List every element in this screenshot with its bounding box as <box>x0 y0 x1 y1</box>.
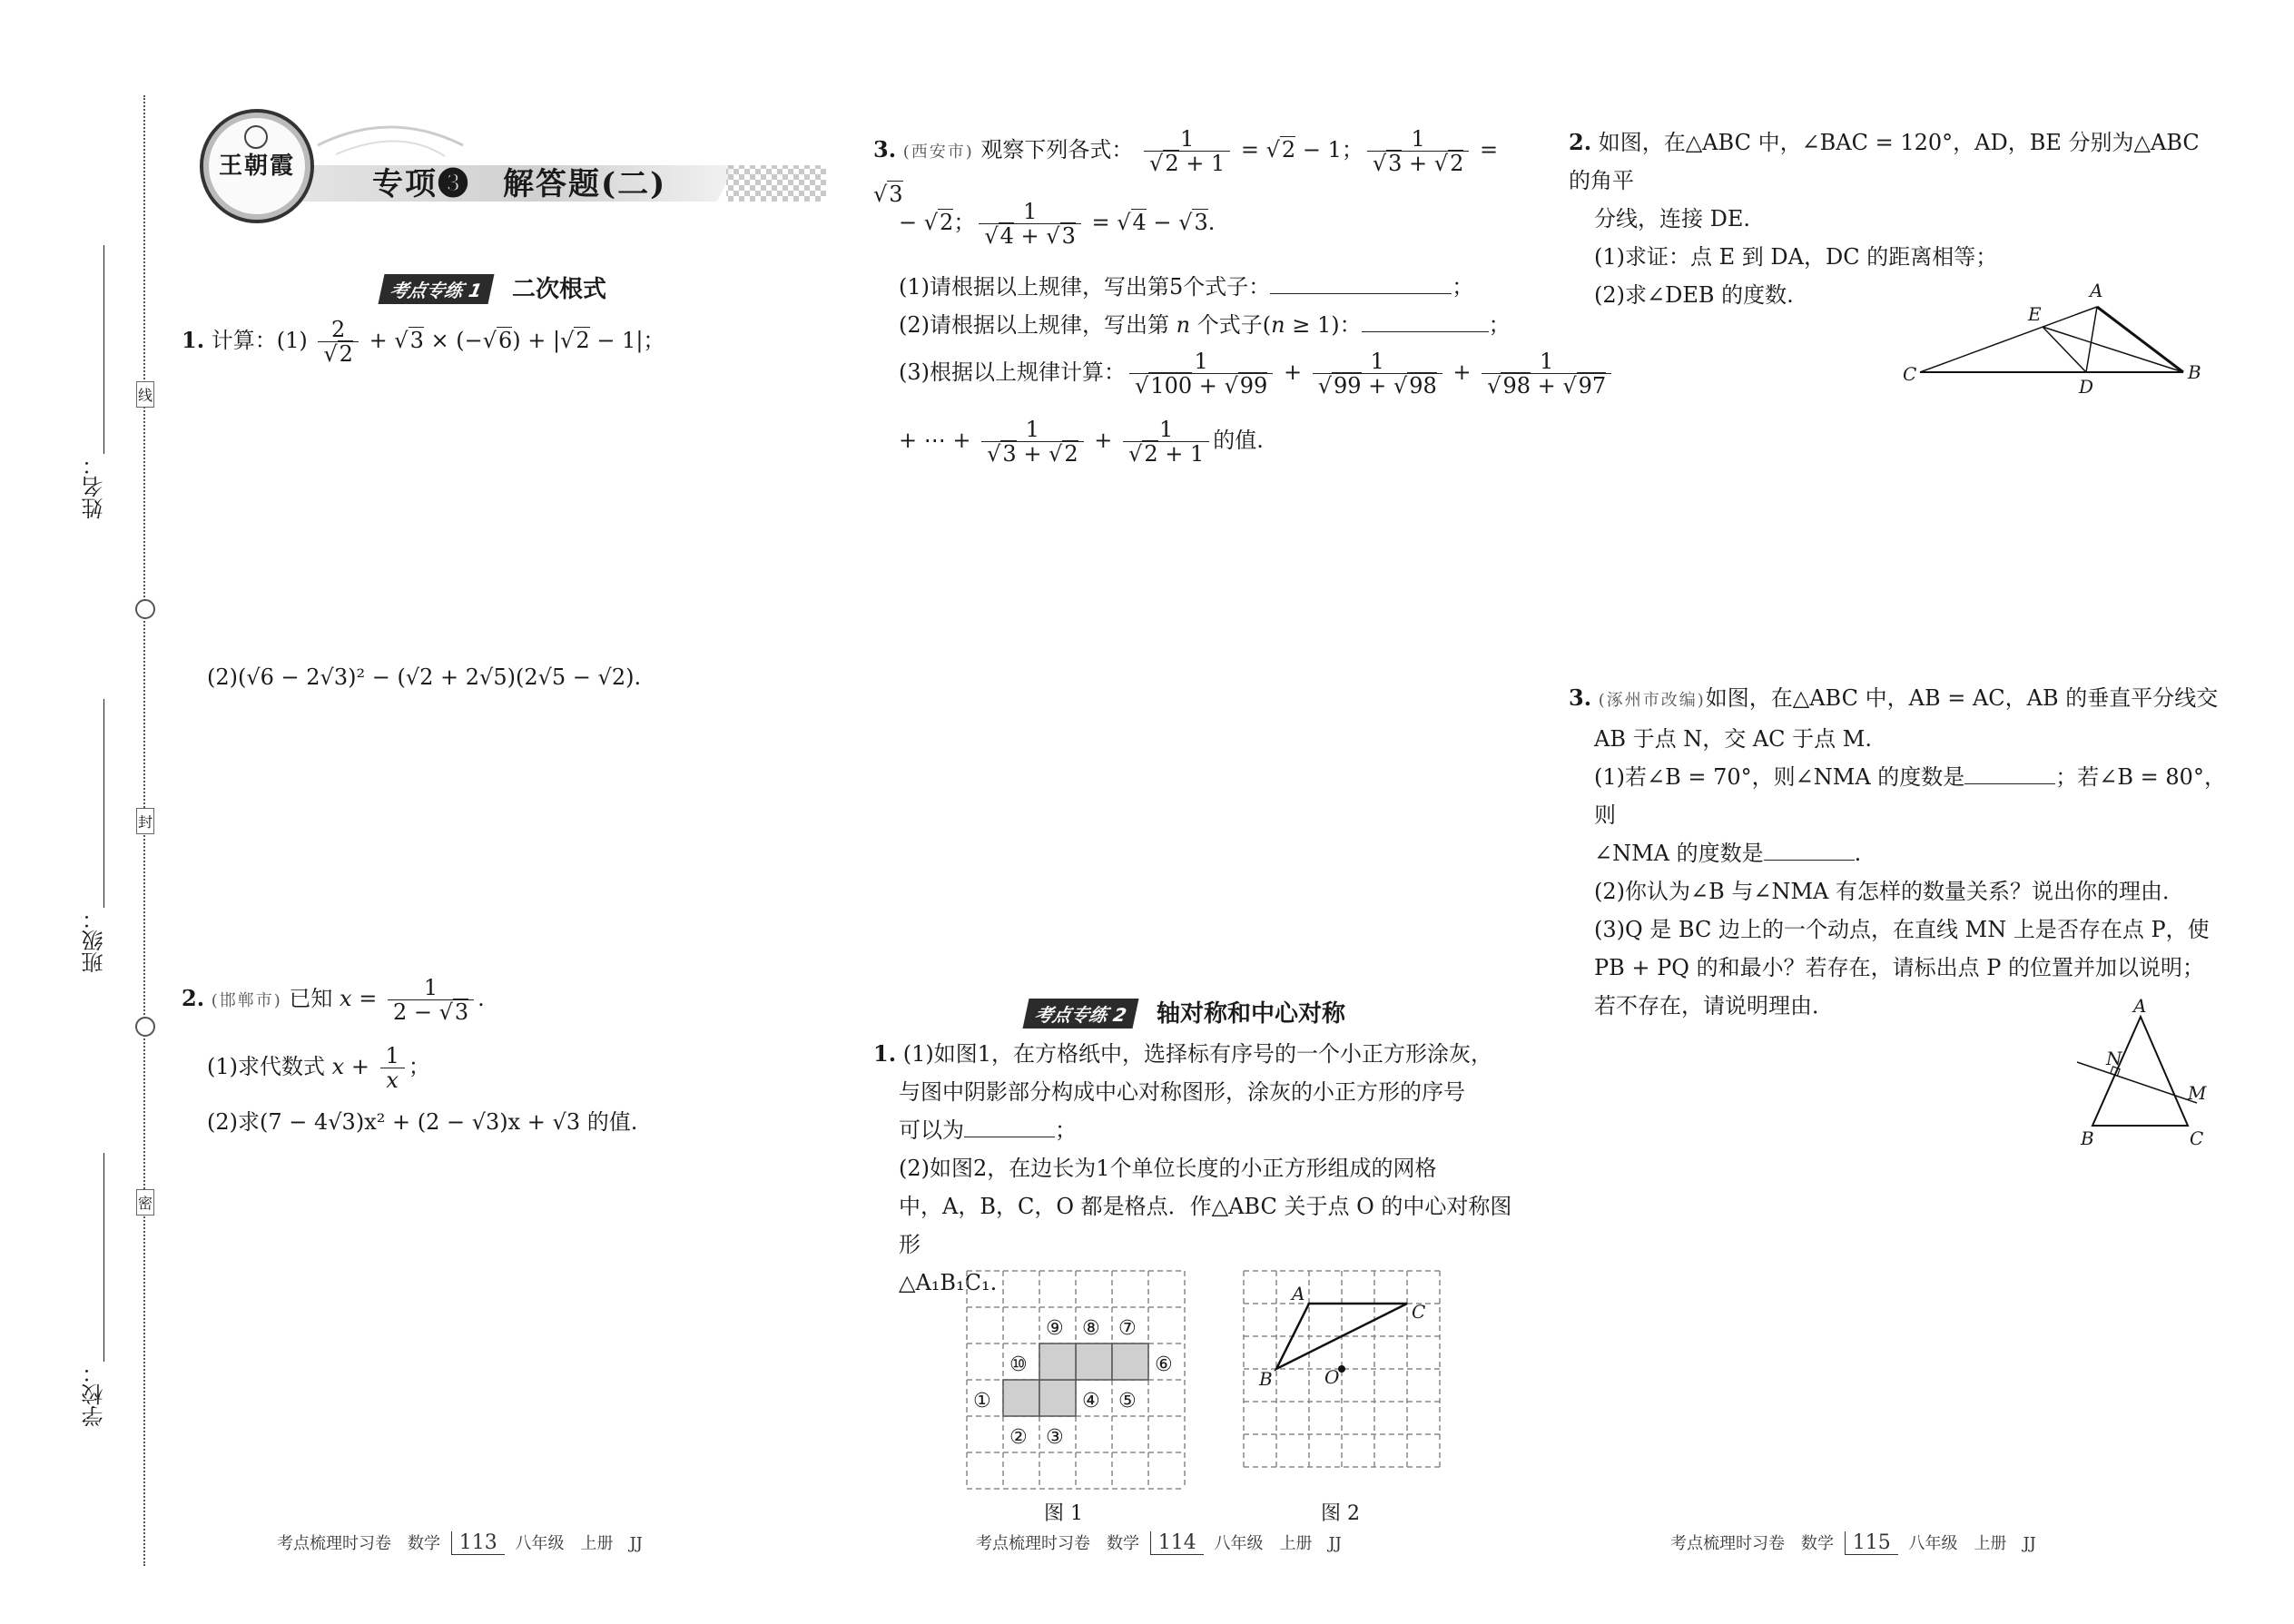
fig2-point-b: B <box>1259 1368 1273 1390</box>
footer-page-115: 考点梳理时习卷 数学 115 八年级 上册 JJ <box>1670 1531 2036 1554</box>
fig2-point-c: C <box>1412 1301 1426 1323</box>
page-title: 专项❸ 解答题(二) <box>372 166 667 202</box>
m1-line1: 1. (1)如图1，在方格纸中，选择标有序号的一个小正方形涂灰， <box>873 1040 1492 1067</box>
m1-line5: 中，A，B，C，O 都是格点．作△ABC 关于点 O 的中心对称图形 <box>899 1194 1512 1257</box>
topic2-badge: 考点专练 2 <box>1022 999 1138 1029</box>
mid-q3-part2: (2)请根据以上规律，写出第 n 个式子(n ≥ 1)： ； <box>899 312 1511 338</box>
mid-q3-number: 3. <box>873 136 897 162</box>
mid-q3-line2: − √2； $\frac{1}{√4 + √3}$ = √4 − √3. <box>899 199 1216 249</box>
school-label: 学校： <box>82 1362 107 1427</box>
mid-q3-part1: (1)请根据以上规律，写出第5个式子： ； <box>899 274 1474 300</box>
header-banner <box>172 109 826 218</box>
logo-text: 王朝霞 <box>218 153 295 180</box>
binding-hole-icon <box>135 1017 155 1037</box>
fig1-cell-label: ③ <box>1046 1426 1064 1449</box>
answer-blank[interactable] <box>1362 311 1489 332</box>
q2-p1-text: (1)求代数式 <box>207 1054 325 1079</box>
right-q3-figure-labels <box>2070 995 2224 1162</box>
q1-expression: + √3 × (−√6) + |√2 − 1|； <box>369 328 665 353</box>
q2-x-fraction: $\frac{1}{2 - √3}$ <box>388 976 474 1024</box>
q2fig-point-a: A <box>2090 280 2103 301</box>
class-field-line[interactable] <box>103 699 104 908</box>
right-q3-source: (涿州市改编) <box>1598 691 1706 710</box>
mid-q3-part3-line2: + ⋯ + $\frac{1}{√3 + √2}$ + $\frac{1}{√2 + 1}$ 的值. <box>899 417 1264 467</box>
answer-blank[interactable] <box>964 1117 1055 1137</box>
q1-fraction: $\frac{2}{√2}$ <box>318 318 359 366</box>
page-number: 113 <box>451 1531 505 1555</box>
fig1-cell-label: ① <box>973 1390 991 1412</box>
class-label: 班级： <box>82 908 107 973</box>
answer-blank[interactable] <box>1270 273 1452 294</box>
figure-2-caption: 图 2 <box>1321 1502 1360 1525</box>
left-q1-part2: (2)(√6 − 2√3)² − (√2 + 2√5)(2√5 − √2). <box>207 664 642 690</box>
fig1-cell-label: ⑦ <box>1118 1317 1137 1340</box>
footer-page-113: 考点梳理时习卷 数学 113 八年级 上册 JJ <box>277 1531 643 1554</box>
figure-1-labels <box>962 1266 1189 1493</box>
mid-m1 <box>873 1035 1527 1302</box>
fig1-cell-label: ⑩ <box>1009 1353 1028 1376</box>
mid-q3-lead: 观察下列各式： <box>980 137 1134 162</box>
binding-strip <box>0 0 154 1624</box>
logo-seal <box>200 109 314 223</box>
m1-line3: 可以为 ； <box>899 1117 1077 1143</box>
m1-line6: △A₁B₁C₁. <box>899 1270 998 1295</box>
cut-mark-line: 线 <box>136 381 154 408</box>
fig2-point-o: O <box>1324 1366 1340 1388</box>
left-q1 <box>182 318 665 366</box>
fig1-cell-label: ④ <box>1082 1390 1100 1412</box>
q2-recip-fraction: $\frac{1}{x}$ <box>380 1044 405 1092</box>
fig2-point-a: A <box>1292 1283 1305 1304</box>
fig1-cell-label: ⑤ <box>1118 1390 1137 1412</box>
page-number: 114 <box>1150 1531 1204 1555</box>
right-q2-number: 2. <box>1569 129 1592 155</box>
q3fig-point-m: M <box>2188 1082 2207 1104</box>
q1-number: 1. <box>182 327 205 353</box>
q3fig-point-a: A <box>2133 995 2147 1017</box>
figure-2-labels <box>1239 1266 1448 1475</box>
q2-lead: 已知 <box>289 986 333 1011</box>
q3fig-point-b: B <box>2081 1127 2094 1149</box>
q2-number: 2. <box>182 985 205 1011</box>
left-q2-part2: (2)求(7 − 4√3)x² + (2 − √3)x + √3 的值. <box>207 1109 638 1135</box>
m1-line2: 与图中阴影部分构成中心对称图形，涂灰的小正方形的序号 <box>899 1079 1465 1105</box>
cut-mark-dense: 密 <box>136 1189 154 1216</box>
topic1-badge: 考点专练 1 <box>378 274 494 304</box>
q2fig-point-d: D <box>2079 376 2094 398</box>
left-q2-part1: (1)求代数式 x + $\frac{1}{x}$ ； <box>207 1043 430 1093</box>
topic2-heading <box>1026 995 1345 1029</box>
fig1-cell-label: ⑧ <box>1082 1317 1100 1340</box>
page-number: 115 <box>1845 1531 1898 1555</box>
mid-q3-part3: (3)根据以上规律计算： $\frac{1}{√100 + √99}$ + $\frac{1}{√99 + √98}$ + $\frac{1}{√98 + √97}$ <box>899 349 1615 398</box>
topic1-title: 二次根式 <box>511 276 606 303</box>
name-field-line[interactable] <box>103 245 104 454</box>
fig1-cell-label: ② <box>1009 1426 1028 1449</box>
right-q2-figure-labels <box>1903 280 2201 399</box>
q2-source: (邯郸市) <box>211 991 282 1010</box>
fig1-cell-label: ⑨ <box>1046 1317 1064 1340</box>
q1-lead: 计算：(1) <box>211 328 308 353</box>
q2fig-point-b: B <box>2188 361 2201 383</box>
figure-1-caption: 图 1 <box>1044 1502 1083 1525</box>
footer-page-114: 考点梳理时习卷 数学 114 八年级 上册 JJ <box>976 1531 1342 1554</box>
school-field-line[interactable] <box>103 1153 104 1362</box>
right-q2: 2. 如图，在△ABC 中，∠BAC = 120°，AD，BE 分别为△ABC 的角平 分线，连接 DE. (1)求证：点 E 到 DA，DC 的距离相等； (2)求∠DEB 的度数. <box>1569 129 2200 308</box>
fig1-cell-label: ⑥ <box>1155 1353 1173 1376</box>
topic2-title: 轴对称和中心对称 <box>1156 1000 1345 1028</box>
q3fig-point-n: N <box>2106 1048 2122 1069</box>
mid-q3-source: (西安市) <box>902 143 974 162</box>
cut-mark-seal: 封 <box>136 808 154 834</box>
left-q2: 2. (邯郸市) 已知 x = $\frac{1}{2 - √3}$ . <box>182 975 485 1025</box>
q2fig-point-e: E <box>2028 303 2042 325</box>
answer-blank[interactable] <box>1764 840 1855 861</box>
right-q3: 3. (涿州市改编)如图，在△ABC 中，AB = AC，AB 的垂直平分线交 AB 于点 N，交 AC 于点 M. (1)若∠B = 70°，则∠NMA 的度数是 ；若∠B = 80°，则 ∠NMA 的度数是 . (2)你认为∠B 与∠NMA 有怎样的数量关系？说出你的理由． (3)Q 是 BC 边上的一个动点，在直线 MN 上是否存在点 P，使 PB + PQ 的和最小？若存在，请标出点 P 的位置并加以说明； 若不存在，请说明理由． <box>1569 684 2226 1019</box>
mid-q3: 3. (西安市) 观察下列各式： $\frac{1}{√2 + 1}$ = √2 − 1； $\frac{1}{√3 + √2}$ = √3 <box>873 126 1499 207</box>
name-label: 姓名： <box>82 454 107 519</box>
logo-emblem-icon <box>244 125 268 149</box>
topic1-heading <box>381 271 606 304</box>
m1-line4: (2)如图2，在边长为1个单位长度的小正方形组成的网格 <box>899 1156 1437 1181</box>
q3fig-point-c: C <box>2190 1127 2204 1149</box>
right-q3-number: 3. <box>1569 684 1592 711</box>
binding-hole-icon <box>135 599 155 619</box>
answer-blank[interactable] <box>1964 763 2055 784</box>
q2fig-point-c: C <box>1903 363 1917 385</box>
